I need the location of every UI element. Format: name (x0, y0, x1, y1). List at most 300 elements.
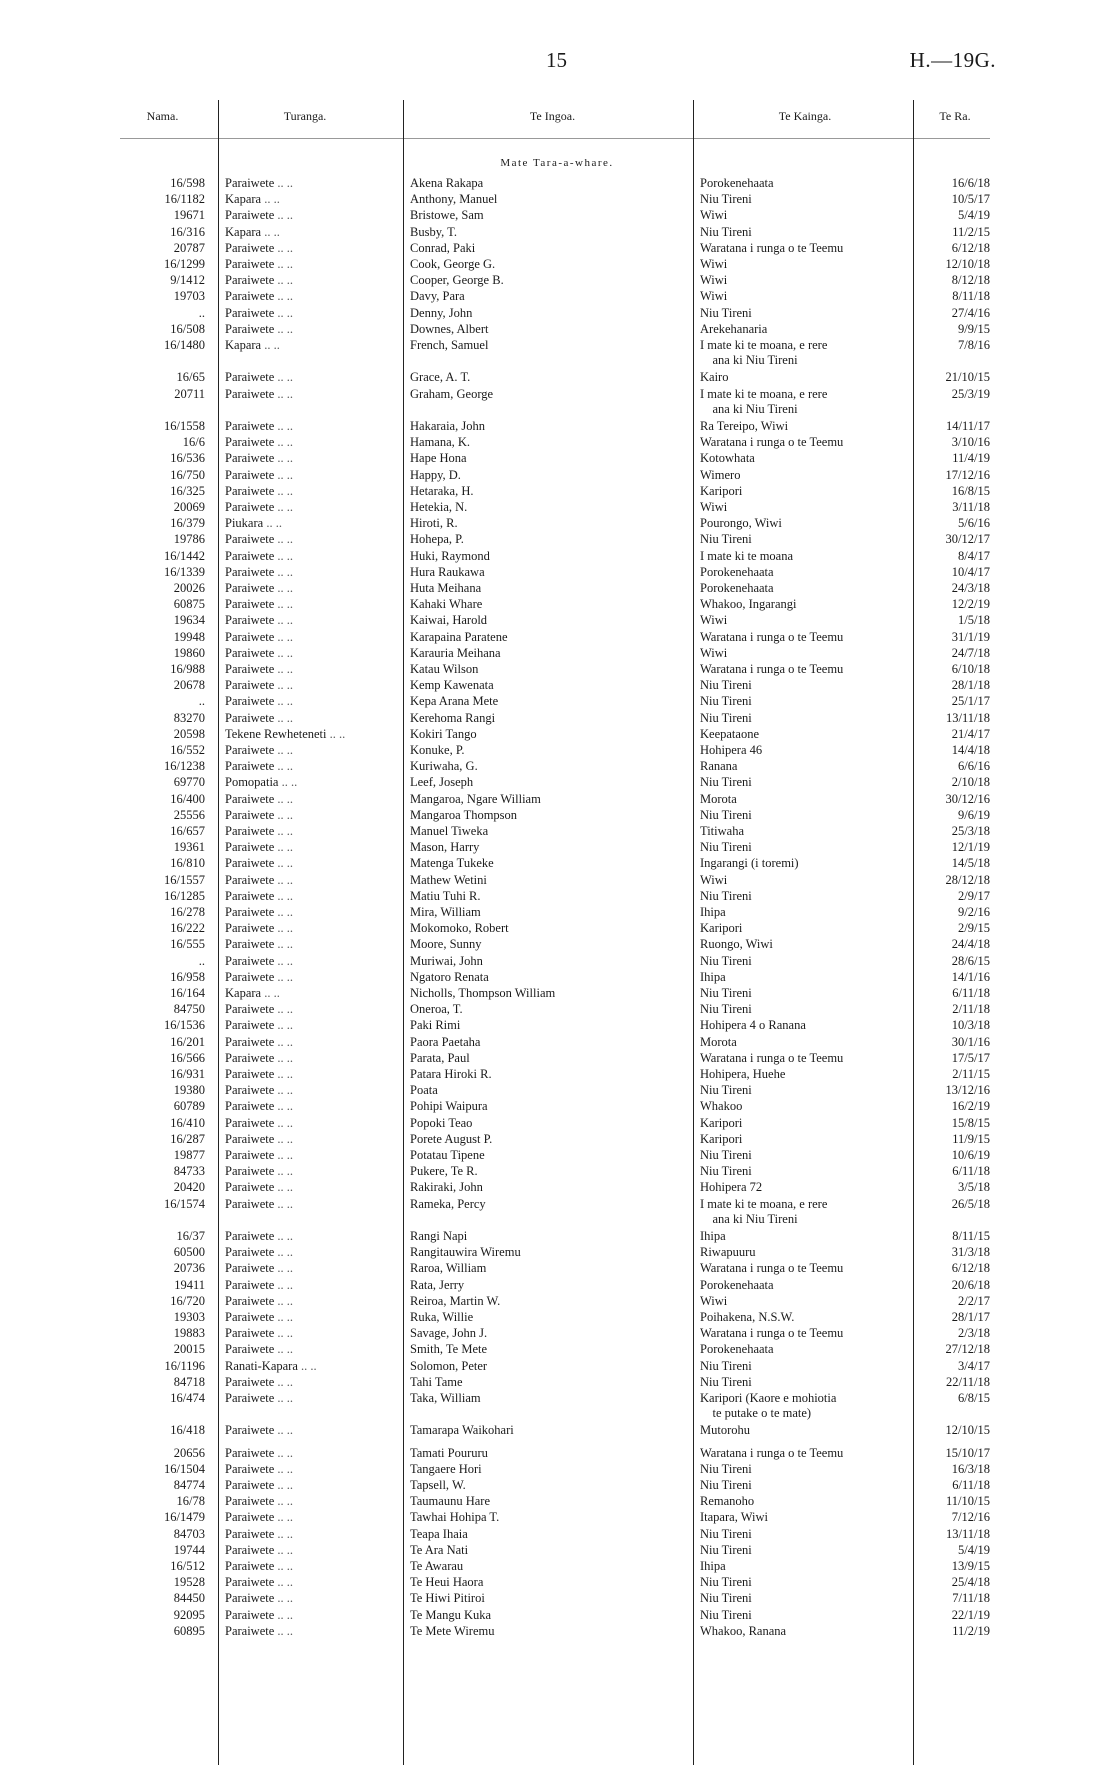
date-of-death: 25/3/19 (951, 386, 990, 401)
regiment: Paraiwete .. .. (225, 758, 385, 774)
place-of-death: Arekehanaria (700, 321, 768, 336)
regiment: Piukara .. .. (225, 515, 385, 531)
table-row (0, 548, 1114, 564)
service-number: 16/810 (170, 856, 205, 871)
date-of-death: 17/12/16 (945, 467, 990, 482)
table-row (0, 596, 1114, 612)
soldier-name: Kepa Arana Mete (410, 694, 499, 709)
service-number: 16/1238 (164, 759, 205, 774)
regiment: Paraiwete .. .. (225, 807, 385, 823)
regiment: Paraiwete .. .. (225, 904, 385, 920)
soldier-name: Akena Rakapa (410, 176, 484, 190)
place-of-death: Niu Tireni (700, 1358, 752, 1373)
place-of-death: Waratana i runga o te Teemu (700, 240, 844, 255)
service-number: 16/988 (170, 662, 205, 676)
regiment: Paraiwete .. .. (225, 1228, 385, 1244)
service-number: 16/958 (170, 969, 205, 984)
regiment: Paraiwete .. .. (225, 1526, 385, 1542)
soldier-name: Grace, A. T. (410, 370, 471, 385)
table-row (0, 531, 1114, 547)
date-of-death: 30/12/16 (945, 791, 990, 806)
service-number: 16/400 (170, 791, 205, 806)
date-of-death: 6/12/18 (951, 1261, 990, 1276)
soldier-name: Happy, D. (410, 467, 461, 482)
place-of-death: Porokenehaata (700, 564, 774, 579)
place-of-death: Whakoo (700, 1099, 743, 1114)
table-row (0, 823, 1114, 839)
service-number: .. (198, 694, 205, 709)
service-number: 16/750 (170, 467, 205, 482)
table-row (0, 1509, 1114, 1525)
soldier-name: Hetaraka, H. (410, 483, 474, 498)
soldier-name: Hura Raukawa (410, 564, 485, 579)
table-row (0, 1607, 1114, 1623)
place-of-death: Karipori (700, 921, 743, 936)
table-row (0, 337, 1114, 353)
regiment: Paraiwete .. .. (225, 1260, 385, 1276)
table-row (0, 1082, 1114, 1098)
soldier-name: Mokomoko, Robert (410, 921, 509, 936)
column-header-te-kainga: Te Kainga. (778, 109, 832, 123)
service-number: 16/278 (170, 905, 205, 919)
regiment: Paraiwete .. .. (225, 872, 385, 888)
soldier-name: Tapsell, W. (410, 1478, 466, 1492)
regiment: Paraiwete .. .. (225, 953, 385, 969)
regiment: Paraiwete .. .. (225, 1082, 385, 1098)
regiment: Paraiwete .. .. (225, 531, 385, 547)
soldier-name: Parata, Paul (410, 1050, 470, 1065)
place-of-death: Karipori (700, 483, 743, 498)
regiment: Ranati-Kapara .. .. (225, 1358, 385, 1374)
date-of-death: 13/11/18 (946, 1526, 990, 1541)
place-of-death: Wiwi (700, 872, 728, 887)
place-of-death-continued: ana ki Niu Tireni (700, 1211, 798, 1226)
service-number: 84774 (173, 1478, 205, 1492)
soldier-name: Te Ara Nati (410, 1542, 469, 1557)
regiment: Paraiwete .. .. (225, 1558, 385, 1574)
date-of-death: 11/4/19 (952, 451, 990, 466)
soldier-name: Hiroti, R. (410, 516, 458, 531)
place-of-death: Whakoo, Ingarangi (700, 597, 797, 612)
place-of-death: Keepataone (700, 726, 759, 741)
soldier-name: Savage, John J. (410, 1326, 488, 1341)
place-of-death: Niu Tireni (700, 1526, 752, 1541)
table-row (0, 677, 1114, 693)
date-of-death: 16/3/18 (951, 1461, 990, 1476)
place-of-death-continued: ana ki Niu Tireni (700, 401, 798, 416)
column-header-te-ra: Te Ra. (939, 109, 971, 123)
table-row (0, 1590, 1114, 1606)
regiment: Paraiwete .. .. (225, 1477, 385, 1493)
table-row (0, 1445, 1114, 1461)
place-of-death: Niu Tireni (700, 1575, 752, 1590)
table-row (0, 1477, 1114, 1493)
soldier-name: Tahi Tame (410, 1374, 463, 1389)
regiment: Paraiwete .. .. (225, 1461, 385, 1477)
service-number: 20026 (173, 581, 205, 595)
service-number: 16/1557 (164, 872, 205, 887)
place-of-death: Morota (700, 1034, 737, 1049)
table-row (0, 1341, 1114, 1357)
table-row (0, 386, 1114, 402)
table-row (0, 1147, 1114, 1163)
table-row (0, 1017, 1114, 1033)
regiment: Paraiwete .. .. (225, 434, 385, 450)
date-of-death: 16/6/18 (951, 176, 990, 190)
table-row (0, 1526, 1114, 1542)
place-of-death: I mate ki te moana, e rere (700, 338, 828, 352)
service-number: 16/657 (170, 824, 205, 838)
date-of-death: 6/11/18 (952, 1164, 990, 1179)
table-row (0, 1034, 1114, 1050)
service-number: 19883 (173, 1326, 205, 1341)
place-of-death: Poihakena, N.S.W. (700, 1310, 795, 1324)
date-of-death: 28/6/15 (951, 953, 990, 968)
regiment: Paraiwete .. .. (225, 969, 385, 985)
soldier-name: Mason, Harry (410, 840, 480, 855)
regiment: Paraiwete .. .. (225, 207, 385, 223)
table-row (0, 1309, 1114, 1325)
soldier-name: Tamarapa Waikohari (410, 1423, 514, 1438)
place-of-death: Waratana i runga o te Teemu (700, 435, 844, 450)
service-number: .. (198, 953, 205, 968)
regiment: Paraiwete .. .. (225, 612, 385, 628)
regiment: Paraiwete .. .. (225, 823, 385, 839)
date-of-death: 31/1/19 (951, 629, 990, 644)
service-number: 16/1299 (164, 257, 205, 271)
regiment: Paraiwete .. .. (225, 645, 385, 661)
place-of-death: Ihipa (700, 905, 726, 919)
date-of-death: 2/2/17 (958, 1293, 990, 1308)
soldier-name: Anthony, Manuel (410, 192, 498, 207)
soldier-name: Paora Paetaha (410, 1034, 481, 1049)
soldier-name: Te Mangu Kuka (410, 1607, 492, 1622)
table-row (0, 1260, 1114, 1276)
soldier-name: Muriwai, John (410, 953, 483, 968)
place-of-death: Niu Tireni (700, 1164, 752, 1179)
service-number: 16/512 (170, 1559, 205, 1573)
table-row (0, 1558, 1114, 1574)
place-of-death: Hohipera 72 (700, 1180, 763, 1195)
soldier-name: Patara Hiroki R. (410, 1067, 492, 1081)
place-of-death: Waratana i runga o te Teemu (700, 1050, 844, 1065)
regiment: Paraiwete .. .. (225, 256, 385, 272)
regiment: Paraiwete .. .. (225, 661, 385, 677)
service-number: 84450 (173, 1591, 205, 1606)
place-of-death: Hohipera, Huehe (700, 1067, 786, 1081)
regiment: Paraiwete .. .. (225, 1163, 385, 1179)
service-number: 69770 (173, 775, 205, 790)
table-row (0, 1050, 1114, 1066)
date-of-death: 2/11/18 (952, 1002, 990, 1017)
table-row (0, 791, 1114, 807)
service-number: 19380 (173, 1083, 205, 1098)
date-of-death: 28/1/18 (951, 678, 990, 693)
table-row (0, 661, 1114, 677)
date-of-death: 6/10/18 (951, 662, 990, 676)
date-of-death: 5/6/16 (958, 516, 990, 531)
table-row (0, 855, 1114, 871)
regiment: Paraiwete .. .. (225, 936, 385, 952)
regiment: Paraiwete .. .. (225, 1244, 385, 1260)
regiment: Paraiwete .. .. (225, 710, 385, 726)
table-row (0, 969, 1114, 985)
soldier-name: Kuriwaha, G. (410, 759, 478, 774)
regiment: Pomopatia .. .. (225, 774, 385, 790)
service-number: 19361 (173, 840, 205, 855)
service-number: 16/1442 (164, 548, 205, 563)
regiment: Paraiwete .. .. (225, 1422, 385, 1438)
place-of-death: Wiwi (700, 645, 728, 660)
date-of-death: 21/10/15 (945, 370, 990, 385)
place-of-death: Wiwi (700, 289, 728, 304)
table-row (0, 1277, 1114, 1293)
service-number: 16/316 (170, 224, 205, 239)
service-number: 20015 (173, 1342, 205, 1357)
soldier-name: Matenga Tukeke (410, 856, 494, 871)
table-row (0, 1244, 1114, 1260)
service-number: 83270 (173, 710, 205, 725)
table-row (0, 1623, 1114, 1639)
soldier-name: Poata (410, 1083, 438, 1098)
table-row (0, 1115, 1114, 1131)
place-of-death: Karipori (Kaore e mohiotia (700, 1391, 837, 1405)
place-of-death: Niu Tireni (700, 710, 752, 725)
table-row (0, 1131, 1114, 1147)
place-of-death: Ingarangi (i toremi) (700, 856, 799, 871)
service-number: 19411 (174, 1277, 205, 1292)
soldier-name: Reiroa, Martin W. (410, 1293, 501, 1308)
regiment: Paraiwete .. .. (225, 1179, 385, 1195)
table-row (0, 1163, 1114, 1179)
regiment: Paraiwete .. .. (225, 596, 385, 612)
place-of-death-continued: te putake o te mate) (700, 1406, 812, 1421)
place-of-death: Niu Tireni (700, 1591, 752, 1606)
regiment: Paraiwete .. .. (225, 1001, 385, 1017)
service-number: 19703 (173, 289, 205, 304)
service-number: 16/1285 (164, 888, 205, 903)
table-row (0, 288, 1114, 304)
date-of-death: 24/7/18 (951, 645, 990, 660)
service-number: 84703 (173, 1526, 205, 1541)
table-row (0, 369, 1114, 385)
service-number: 16/78 (176, 1494, 205, 1509)
soldier-name: Katau Wilson (410, 662, 479, 676)
table-row (0, 1493, 1114, 1509)
service-number: 20656 (173, 1445, 205, 1460)
service-number: 16/410 (170, 1115, 205, 1130)
date-of-death: 6/11/18 (952, 1478, 990, 1492)
date-of-death: 13/9/15 (951, 1559, 990, 1573)
soldier-name: Ruka, Willie (410, 1310, 474, 1324)
place-of-death: Ihipa (700, 1229, 726, 1243)
soldier-name: Kemp Kawenata (410, 678, 494, 693)
place-of-death: Waratana i runga o te Teemu (700, 1261, 844, 1276)
place-of-death: Karipori (700, 1131, 743, 1146)
date-of-death: 8/11/18 (952, 289, 990, 304)
regiment: Paraiwete .. .. (225, 855, 385, 871)
date-of-death: 9/6/19 (958, 807, 990, 822)
place-of-death: Niu Tireni (700, 678, 752, 693)
soldier-name: Moore, Sunny (410, 937, 482, 952)
service-number: 60875 (173, 597, 205, 612)
service-number: 92095 (173, 1607, 205, 1622)
table-row (0, 515, 1114, 531)
date-of-death: 14/1/16 (951, 969, 990, 984)
soldier-name: Rangi Napi (410, 1229, 468, 1243)
regiment: Paraiwete .. .. (225, 888, 385, 904)
date-of-death: 8/11/15 (952, 1229, 990, 1243)
date-of-death: 10/4/17 (951, 564, 990, 579)
soldier-name: Mangaroa Thompson (410, 807, 518, 822)
date-of-death: 2/3/18 (958, 1326, 990, 1341)
table-row (0, 1066, 1114, 1082)
date-of-death: 1/5/18 (958, 613, 990, 628)
table-row (0, 839, 1114, 855)
table-row (0, 1196, 1114, 1212)
regiment: Paraiwete .. .. (225, 1050, 385, 1066)
date-of-death: 31/3/18 (951, 1245, 990, 1260)
place-of-death: Niu Tireni (700, 694, 752, 709)
soldier-name: Kaiwai, Harold (410, 613, 488, 628)
soldier-name: Porete August P. (410, 1131, 493, 1146)
service-number: 16/201 (170, 1034, 205, 1049)
place-of-death: Remanoho (700, 1494, 755, 1509)
regiment: Paraiwete .. .. (225, 1574, 385, 1590)
place-of-death: Niu Tireni (700, 775, 752, 790)
date-of-death: 2/9/17 (958, 888, 990, 903)
service-number: 20598 (173, 726, 205, 741)
table-row (0, 629, 1114, 645)
regiment: Paraiwete .. .. (225, 1131, 385, 1147)
section-title: Mate Tara-a-whare. (500, 157, 614, 169)
regiment: Paraiwete .. .. (225, 629, 385, 645)
soldier-name: Rata, Jerry (410, 1277, 465, 1292)
place-of-death: Niu Tireni (700, 1002, 752, 1017)
place-of-death: Niu Tireni (700, 1478, 752, 1492)
date-of-death: 16/2/19 (951, 1099, 990, 1114)
service-number: 20736 (173, 1261, 205, 1276)
regiment: Paraiwete .. .. (225, 1493, 385, 1509)
place-of-death: Hohipera 4 o Ranana (700, 1018, 806, 1033)
table-row (0, 807, 1114, 823)
date-of-death: 5/4/19 (958, 1542, 990, 1557)
service-number: 84750 (173, 1002, 205, 1017)
date-of-death: 13/12/16 (945, 1083, 990, 1098)
soldier-name: Kahaki Whare (410, 597, 483, 612)
table-row (0, 872, 1114, 888)
regiment: Paraiwete .. .. (225, 369, 385, 385)
table-row (0, 710, 1114, 726)
service-number: 19860 (173, 645, 205, 660)
soldier-name: Tawhai Hohipa T. (410, 1510, 500, 1525)
table-row (0, 774, 1114, 790)
service-number: 16/164 (170, 986, 205, 1000)
soldier-name: Oneroa, T. (410, 1002, 463, 1017)
column-header-te-ingoa: Te Ingoa. (529, 109, 576, 123)
date-of-death: 8/4/17 (958, 548, 990, 563)
regiment: Paraiwete .. .. (225, 499, 385, 515)
soldier-name: Nicholls, Thompson William (410, 986, 556, 1000)
soldier-name: Hamana, K. (410, 435, 471, 450)
regiment: Paraiwete .. .. (225, 467, 385, 483)
regiment: Paraiwete .. .. (225, 1293, 385, 1309)
place-of-death: Wiwi (700, 208, 728, 223)
date-of-death: 16/8/15 (951, 483, 990, 498)
soldier-name: Te Hiwi Pitiroi (410, 1591, 485, 1606)
date-of-death: 12/2/19 (951, 597, 990, 612)
place-of-death: Ranana (700, 759, 738, 774)
service-number: 16/566 (170, 1050, 205, 1065)
soldier-name: Taumaunu Hare (410, 1494, 490, 1509)
soldier-name: Cook, George G. (410, 257, 496, 271)
place-of-death: Waratana i runga o te Teemu (700, 1326, 844, 1341)
date-of-death: 28/12/18 (945, 872, 990, 887)
place-of-death: Titiwaha (700, 824, 744, 838)
table-row (0, 693, 1114, 709)
service-number: 16/931 (170, 1067, 205, 1081)
soldier-name: Mangaroa, Ngare William (410, 791, 541, 806)
place-of-death: Karipori (700, 1115, 743, 1130)
soldier-name: Kerehoma Rangi (410, 710, 496, 725)
place-of-death: Wiwi (700, 1293, 728, 1308)
table-row (0, 985, 1114, 1001)
date-of-death: 6/8/15 (958, 1391, 990, 1405)
soldier-name: Potatau Tipene (410, 1148, 485, 1162)
date-of-death: 22/1/19 (951, 1607, 990, 1622)
soldier-name: Busby, T. (410, 224, 457, 239)
date-of-death: 7/12/16 (951, 1510, 990, 1525)
place-of-death: Niu Tireni (700, 888, 752, 903)
date-of-death: 30/12/17 (945, 532, 990, 547)
soldier-name: French, Samuel (410, 338, 489, 352)
place-of-death: Porokenehaata (700, 581, 774, 595)
date-of-death: 11/10/15 (946, 1494, 990, 1509)
table-row (0, 207, 1114, 223)
regiment: Paraiwete .. .. (225, 1017, 385, 1033)
soldier-name: Hape Hona (410, 451, 467, 466)
place-of-death: Morota (700, 791, 737, 806)
date-of-death: 14/5/18 (951, 856, 990, 871)
regiment: Paraiwete .. .. (225, 305, 385, 321)
place-of-death: Waratana i runga o te Teemu (700, 1445, 844, 1460)
place-of-death: Niu Tireni (700, 953, 752, 968)
date-of-death: 7/11/18 (952, 1591, 990, 1606)
table-row (0, 450, 1114, 466)
table-row (0, 742, 1114, 758)
regiment: Paraiwete .. .. (225, 418, 385, 434)
soldier-name: Solomon, Peter (410, 1358, 488, 1373)
soldier-name: Pohipi Waipura (410, 1099, 488, 1114)
soldier-name: Tangaere Hori (410, 1461, 482, 1476)
soldier-name: Rangitauwira Wiremu (410, 1245, 521, 1260)
soldier-name: Teapa Ihaia (410, 1526, 468, 1541)
table-row (0, 1390, 1114, 1406)
place-of-death: Niu Tireni (700, 986, 752, 1000)
table-row (0, 920, 1114, 936)
table-row (0, 483, 1114, 499)
date-of-death: 3/4/17 (958, 1358, 990, 1373)
date-of-death: 17/5/17 (951, 1050, 990, 1065)
service-number: 16/1504 (164, 1461, 205, 1476)
place-of-death: Niu Tireni (700, 1083, 752, 1098)
date-of-death: 3/10/16 (951, 435, 990, 450)
table-row (0, 1574, 1114, 1590)
place-of-death: Niu Tireni (700, 1542, 752, 1557)
service-number: 19786 (173, 532, 205, 547)
regiment: Paraiwete .. .. (225, 240, 385, 256)
table-row (0, 953, 1114, 969)
